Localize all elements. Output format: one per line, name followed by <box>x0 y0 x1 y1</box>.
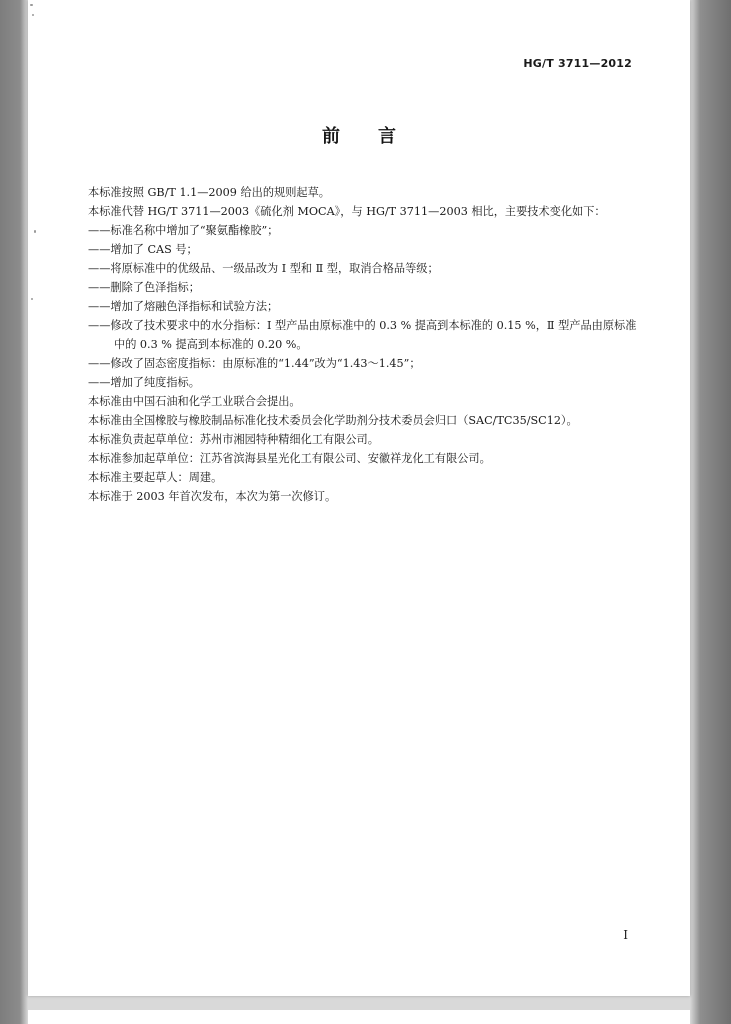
paragraph-proposed-by: 本标准由中国石油和化学工业联合会提出。 <box>88 395 301 408</box>
standard-code: HG/T 3711—2012 <box>523 57 632 70</box>
paragraph-participating-units: 本标准参加起草单位：江苏省滨海县星光化工有限公司、安徽祥龙化工有限公司。 <box>88 452 491 465</box>
change-item-grades: ——将原标准中的优级品、一级品改为 Ⅰ 型和 Ⅱ 型，取消合格品等级； <box>88 262 439 275</box>
change-item-color-removed: ——删除了色泽指标； <box>88 281 200 294</box>
scan-speck <box>32 14 34 16</box>
change-item-name: ——标准名称中增加了“聚氨酯橡胶”； <box>88 224 279 237</box>
next-page-edge <box>28 1010 690 1024</box>
paragraph-history: 本标准于 2003 年首次发布，本次为第一次修订。 <box>88 490 337 503</box>
document-page <box>28 0 690 996</box>
scan-speck <box>34 230 36 233</box>
change-item-cas: ——增加了 CAS 号； <box>88 243 198 256</box>
paragraph-managed-by: 本标准由全国橡胶与橡胶制品标准化技术委员会化学助剂分技术委员会归口（SAC/TC35/SC12）。 <box>88 414 578 427</box>
page-number: I <box>623 928 628 942</box>
scan-speck <box>31 298 33 300</box>
page-title: 前言 <box>322 126 434 147</box>
paragraph-drafting-rule: 本标准按照 GB/T 1.1—2009 给出的规则起草。 <box>88 186 330 199</box>
change-item-purity: ——增加了纯度指标。 <box>88 376 200 389</box>
change-item-moisture: ——修改了技术要求中的水分指标：Ⅰ 型产品由原标准中的 0.3 % 提高到本标准的 0.15 %，Ⅱ 型产品由原标准中的 0.3 % 提高到本标准的 0.20 %。 <box>88 319 637 351</box>
paragraph-drafters: 本标准主要起草人：周建。 <box>88 471 223 484</box>
paragraph-replacement: 本标准代替 HG/T 3711—2003《硫化剂 MOCA》，与 HG/T 3711—2003 相比，主要技术变化如下： <box>88 205 606 218</box>
change-item-melt-color: ——增加了熔融色泽指标和试验方法； <box>88 300 279 313</box>
scan-speck <box>30 4 33 6</box>
change-item-density: ——修改了固态密度指标：由原标准的“1.44”改为“1.43～1.45”； <box>88 357 421 370</box>
document-body <box>65 183 641 506</box>
paragraph-drafting-unit: 本标准负责起草单位：苏州市湘园特种精细化工有限公司。 <box>88 433 379 446</box>
